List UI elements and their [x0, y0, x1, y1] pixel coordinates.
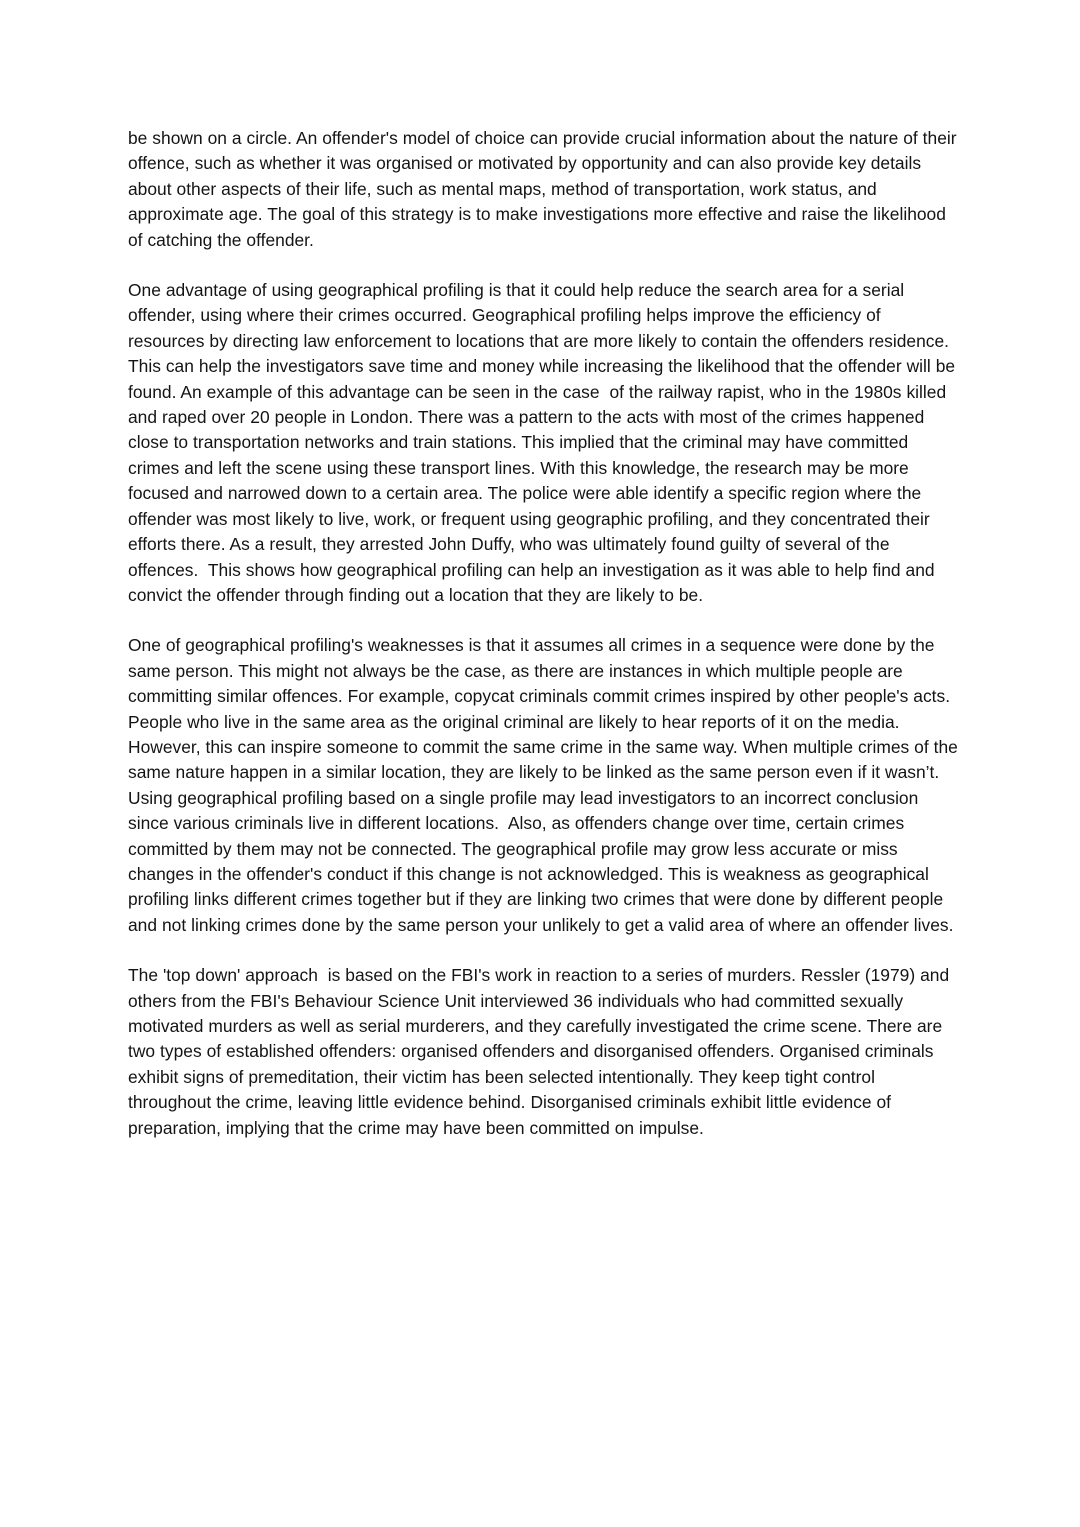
paragraph-top-down-approach: The 'top down' approach is based on the FBI's work in reaction to a series of murders. Ressler (1979) and others from the FBI's Behaviour Science Unit interviewed 36 individuals who had committed sexually motivated murders as well as serial murderers, and they carefully investigated the crime scene. There are two types of established offenders: organised offenders and disorganised offenders. Organised criminals exhibit signs of premeditation, their victim has been selected intentionally. They keep tight control throughout the crime, leaving little evidence behind. Disorganised criminals exhibit little evidence of preparation, implying that the crime may have been committed on impulse.	[128, 965, 955, 1138]
paragraph-weakness-geographical-profiling: One of geographical profiling's weaknesses is that it assumes all crimes in a sequence were done by the same person. This might not always be the case, as there are instances in which multiple people are committing similar offences. For example, copycat criminals commit crimes inspired by other people's acts. People who live in the same area as the original criminal are likely to hear reports of it on the media. However, this can inspire someone to commit the same crime in the same way. When multiple crimes of the same nature happen in a similar location, they are likely to be linked as the same person even if it wasn’t. Using geographical profiling based on a single profile may lead investigators to an incorrect conclusion since various criminals live in different locations. Also, as offenders change over time, certain crimes committed by them may not be connected. The geographical profile may grow less accurate or miss changes in the offender's conduct if this change is not acknowledged. This is weakness as geographical profiling links different crimes together but if they are linking two crimes that were done by different people and not linking crimes done by the same person your unlikely to get a valid area of where an offender lives.	[128, 635, 963, 935]
paragraph-advantage-geographical-profiling: One advantage of using geographical profiling is that it could help reduce the search area for a serial offender, using where their crimes occurred. Geographical profiling helps improve the efficiency of resources by directing law enforcement to locations that are more likely to contain the offenders residence. This can help the investigators save time and money while increasing the likelihood that the offender will be found. An example of this advantage can be seen in the case of the railway rapist, who in the 1980s killed and raped over 20 people in London. There was a pattern to the acts with most of the crimes happened close to transportation networks and train stations. This implied that the criminal may have committed crimes and left the scene using these transport lines. With this knowledge, the research may be more focused and narrowed down to a certain area. The police were able identify a specific region where the offender was most likely to live, work, or frequent using geographic profiling, and they concentrated their efforts there. As a result, they arrested John Duffy, who was ultimately found guilty of several of the offences. This shows how geographical profiling can help an investigation as it was able to help find and convict the offender through finding out a location that they are likely to be.	[128, 280, 961, 605]
paragraph-geographical-profiling-intro: be shown on a circle. An offender's model of choice can provide crucial information about the nature of their offence, such as whether it was organised or motivated by opportunity and can also provide key details about other aspects of their life, such as mental maps, method of transportation, work status, and approximate age. The goal of this strategy is to make investigations more effective and raise the likelihood of catching the offender.	[128, 128, 962, 250]
document-text-body	[128, 126, 963, 1141]
